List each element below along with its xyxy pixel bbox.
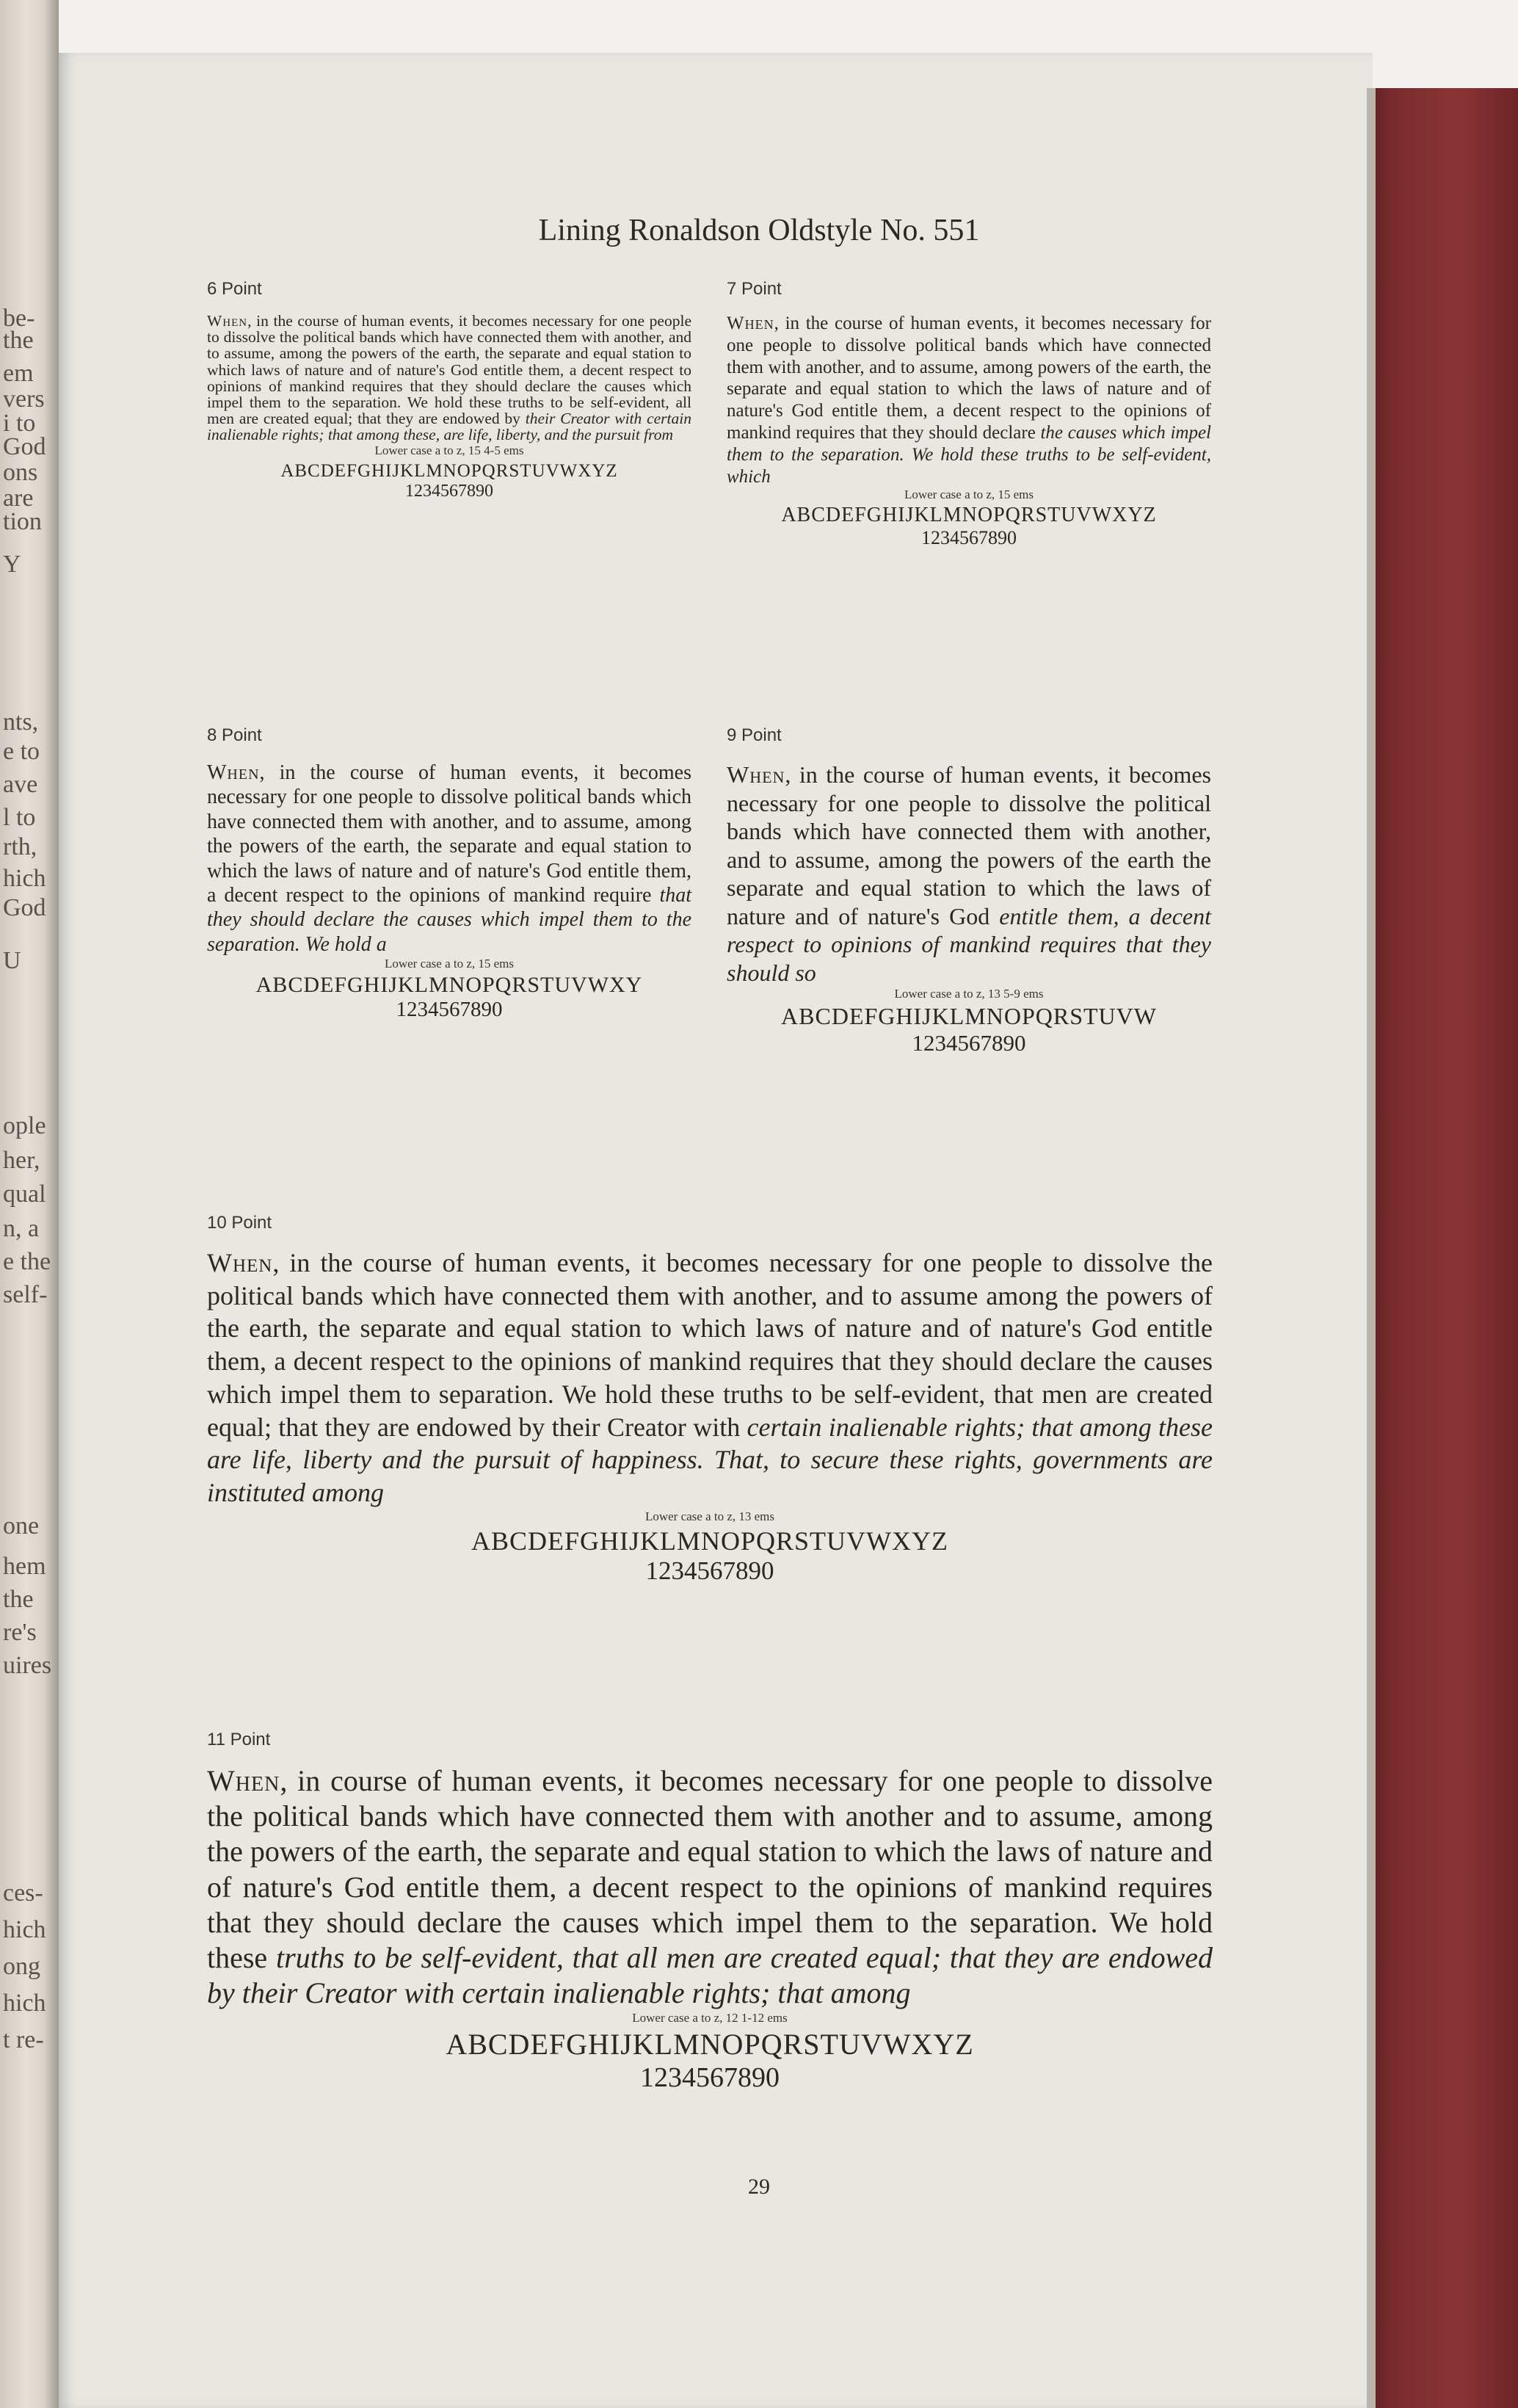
specimen-italic-text: that they should declare the causes which impel them to the separation. We hold a (207, 884, 691, 956)
specimen-alphabet: ABCDEFGHIJKLMNOPQRSTUVWXY (255, 973, 643, 998)
specimen-caption: Lower case a to z, 15 ems (904, 487, 1034, 502)
facing-page-fragment: e the (3, 1248, 51, 1275)
specimen-figures: 1234567890 (912, 1030, 1026, 1056)
facing-page-fragment: God (3, 433, 46, 460)
facing-page-fragment: the (3, 327, 34, 354)
facing-page-fragment: rth, (3, 833, 37, 860)
specimen-7-point (727, 279, 1211, 549)
specimen-roman-text: , in the course of human events, it becomes necessary for one people to dissolve the political bands which have connected them with another, and to assume, among the powers of the earth, the separate and equal station to which laws of nature and of nature's God entitle them, a decent respect to opinions of mankind requires that they should declare the causes which impel them to the separation. We hold these truths to be self-evident, all men are created equal; that they are endowed by (207, 312, 691, 428)
point-size-label: 6 Point (207, 279, 262, 299)
specimen-caption: Lower case a to z, 15 ems (384, 957, 515, 971)
specimen-11-point (207, 1730, 1213, 2094)
specimen-italic-text: the causes which impel them to the separation. We hold these truths to be self-evident, which (727, 422, 1211, 487)
specimen-9-point (727, 725, 1211, 1056)
specimen-figures: 1234567890 (640, 2062, 780, 2094)
facing-page-fragment: ong (3, 1953, 40, 1980)
facing-page-fragment: hich (3, 1990, 46, 2017)
facing-page-fragment: qual (3, 1181, 46, 1208)
facing-page-fragment: em (3, 360, 34, 387)
facing-page-fragment: are (3, 485, 34, 512)
page-number: 29 (748, 2175, 770, 2199)
specimen-italic-text: entitle them, a decent respect to opinions of mankind requires that they should so (727, 902, 1212, 986)
point-size-label: 9 Point (727, 725, 782, 745)
facing-page-fragment: hem (3, 1553, 46, 1580)
specimen-italic-text: certain inalienable rights; that among these are life, liberty and the pursuit of happiness. That, to secure these rights, governments are instituted among (207, 1412, 1213, 1507)
specimen-first-word: When (207, 1248, 273, 1277)
facing-page-edge (0, 0, 59, 2408)
specimen-text (727, 761, 1211, 987)
specimen-first-word: When (727, 761, 785, 788)
point-size-label: 11 Point (207, 1730, 271, 1749)
facing-page-fragment: U (3, 947, 21, 974)
specimen-alphabet: ABCDEFGHIJKLMNOPQRSTUVWXYZ (471, 1526, 949, 1556)
facing-page-fragment: e to (3, 738, 40, 765)
specimen-figures: 1234567890 (645, 1556, 774, 1585)
specimen-roman-text: , in the course of human events, it becomes necessary for one people to dissolve the political bands which have connected them with another, and to assume, among the powers of the earth the separate and equal station to which the laws of nature and of nature's God (727, 761, 1211, 929)
facing-page-fragment: her, (3, 1147, 40, 1174)
specimen-roman-text: , in the course of human events, it becomes necessary for one people to dissolve the political bands which have connected them with another, and to assume among the powers of the earth, the separate and equal station to which laws of nature and of nature's God entitle them, a decent respect to the opinions of mankind requires that they should declare the causes which impel them to separation. We hold these truths to be self-evident, that men are created equal; that they are endowed by their Creator with (207, 1248, 1213, 1442)
facing-page-fragment: tion (3, 508, 42, 535)
point-size-label: 10 Point (207, 1213, 272, 1233)
specimen-first-word: When (207, 1764, 280, 1797)
facing-page-fragment: hich (3, 1916, 46, 1943)
facing-page-fragment: ces- (3, 1879, 43, 1907)
specimen-text (207, 1247, 1213, 1509)
specimen-alphabet: ABCDEFGHIJKLMNOPQRSTUVWXYZ (781, 504, 1157, 527)
facing-page-fragment: ople (3, 1112, 46, 1139)
facing-page-fragment: re's (3, 1619, 37, 1646)
specimen-alphabet: ABCDEFGHIJKLMNOPQRSTUVWXYZ (280, 460, 618, 481)
running-head: Lining Ronaldson Oldstyle No. 551 (538, 214, 980, 247)
book-cover (1367, 88, 1518, 2408)
facing-page-fragment: be- (3, 305, 35, 332)
specimen-text (207, 1763, 1213, 2011)
specimen-10-point (207, 1213, 1213, 1586)
point-size-label: 8 Point (207, 725, 262, 745)
specimen-figures: 1234567890 (921, 527, 1017, 549)
specimen-caption: Lower case a to z, 12 1-12 ems (632, 2011, 788, 2026)
specimen-first-word: When (727, 313, 774, 333)
facing-page-fragment: i to (3, 410, 36, 437)
facing-page-fragment: ons (3, 459, 38, 486)
specimen-text (727, 313, 1211, 487)
specimen-first-word: When (207, 312, 248, 330)
specimen-roman-text: , in the course of human events, it becomes necessary for one people to dissolve political bands which have connected them with another, and to assume, among powers of the earth, the separate and equal station to which the laws of nature and of nature's God entitle them, a decent respect to the opinions of mankind requires that they should declare (727, 313, 1211, 443)
specimen-italic-text: truths to be self-evident, that all men are created equal; that they are endowed by their Creator with certain inalienable rights; that among (207, 1941, 1213, 2010)
specimen-caption: Lower case a to z, 15 4-5 ems (374, 443, 524, 457)
specimen-alphabet: ABCDEFGHIJKLMNOPQRSTUVWXYZ (446, 2028, 974, 2061)
specimen-caption: Lower case a to z, 13 ems (644, 1509, 775, 1523)
facing-page-fragment: nts, (3, 708, 39, 736)
facing-page-fragment: self- (3, 1281, 48, 1308)
facing-page-fragment: ave (3, 771, 38, 798)
facing-page-fragment: t re- (3, 2026, 44, 2053)
facing-page-fragment: hich (3, 865, 46, 892)
specimen-figures: 1234567890 (405, 481, 493, 501)
facing-page-fragment: God (3, 894, 46, 921)
facing-page-fragment: l to (3, 804, 36, 831)
specimen-6-point (207, 279, 691, 501)
facing-page-fragment: vers (3, 385, 45, 413)
point-size-label: 7 Point (727, 279, 782, 299)
facing-page-fragment: uires (3, 1652, 52, 1679)
facing-page-fragment: Y (3, 551, 21, 578)
specimen-first-word: When (207, 761, 260, 784)
specimen-roman-text: , in course of human events, it becomes necessary for one people to dissolve the political bands which have connected them with another and to assume, among the powers of the earth, the separate and equal station to which the laws of nature and of nature's God entitle them, a decent respect to the opinions of mankind requires that they should declare the causes which impel them to the separation. We hold these (207, 1764, 1213, 1975)
specimen-caption: Lower case a to z, 13 5-9 ems (894, 987, 1044, 1001)
facing-page-fragment: n, a (3, 1215, 40, 1242)
specimen-figures: 1234567890 (396, 998, 503, 1022)
facing-page-fragment: the (3, 1586, 34, 1613)
page-block-edge (1367, 88, 1376, 2408)
specimen-italic-text: their Creator with certain inalienable rights; that among these, are life, liberty, and the pursuit from (207, 410, 691, 444)
specimen-text (207, 313, 691, 443)
specimen-alphabet: ABCDEFGHIJKLMNOPQRSTUVW (781, 1003, 1157, 1029)
specimen-8-point (207, 725, 691, 1022)
specimen-roman-text: , in the course of human events, it becomes necessary for one people to dissolve political bands which have connected them with another, and to assume, among the powers of the earth, the separate and equal station to which the laws of nature and of nature's God entitle them, a decent respect to the opinions of mankind require (207, 761, 691, 907)
facing-page-fragment: one (3, 1512, 40, 1540)
specimen-text (207, 761, 691, 957)
